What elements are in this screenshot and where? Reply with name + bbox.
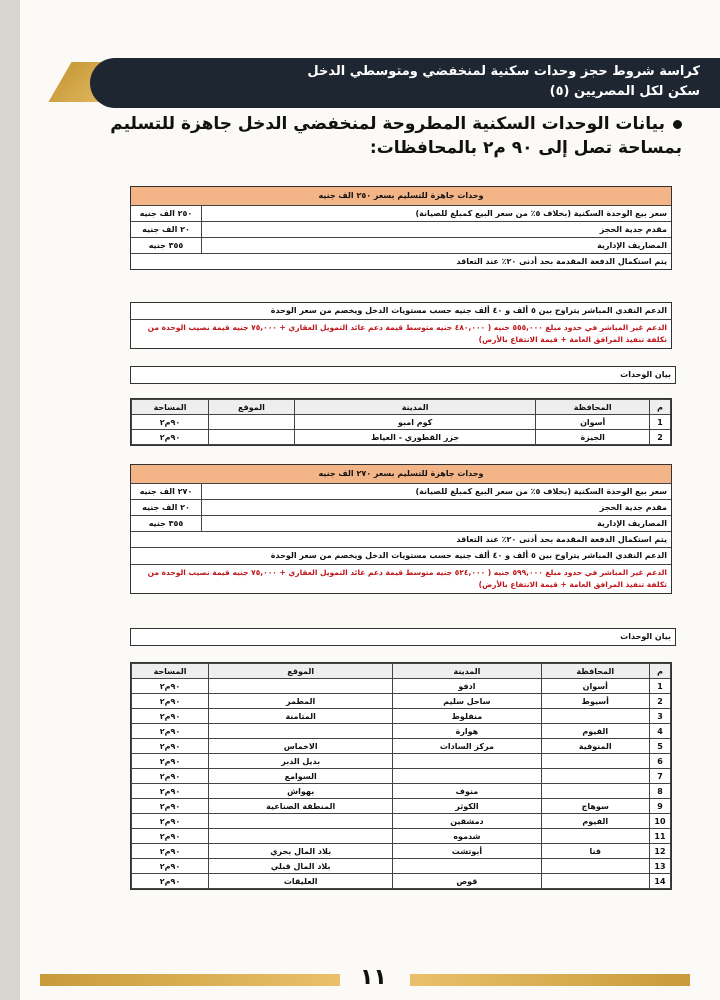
cell [393, 859, 541, 874]
table-row [132, 430, 671, 445]
cell [209, 415, 295, 430]
table-row [132, 739, 671, 754]
cell: ٩٠م٢ [132, 739, 209, 754]
table-header [132, 664, 671, 679]
support-red: الدعم غير المباشر في حدود مبلغ ٥٩٩,٠٠٠ جنيه ( ٥٢٤,٠٠٠ جنيه متوسط قيمة دعم عائد التمويل العقاري + ٧٥,٠٠٠ جنيه قيمة نصيب الوحدة من تكلفة تنفيذ المرافق العامة + قيمة الانتفاع بالأرض) [131, 564, 671, 593]
section1-price-box [130, 186, 672, 270]
cell: 13 [650, 859, 671, 874]
row-label: المصاريف الإدارية [597, 241, 667, 250]
cell: الفيوم [541, 724, 650, 739]
cell: قوص [393, 874, 541, 889]
section2-units-label: بيان الوحدات [130, 628, 676, 646]
cell: المتامنة [209, 709, 393, 724]
table-row [132, 709, 671, 724]
cell: 10 [650, 814, 671, 829]
cell: المطمر [209, 694, 393, 709]
table-row [132, 844, 671, 859]
cell: أسوان [541, 679, 650, 694]
table-row [132, 724, 671, 739]
cell: بهواش [209, 784, 393, 799]
row-label: مقدم جدية الحجز [599, 503, 667, 512]
cell [541, 829, 650, 844]
cell: 5 [650, 739, 671, 754]
cell: 3 [650, 709, 671, 724]
cell: 6 [650, 754, 671, 769]
cell: الاخماس [209, 739, 393, 754]
row-value: ٢٧٠ الف جنيه [131, 484, 202, 499]
document-page [20, 0, 720, 1000]
cell: ادفو [393, 679, 541, 694]
cell: مركز السادات [393, 739, 541, 754]
row-label: سعر بيع الوحدة السكنية (بخلاف ٥٪ من سعر البيع كمبلغ للصيانة) [415, 487, 667, 496]
col-header: المحافظة [536, 400, 650, 415]
cell: ٩٠م٢ [132, 724, 209, 739]
support-head: الدعم النقدي المباشر يتراوح بين ٥ ألف و ٤٠ ألف جنيه حسب مستويات الدخل ويخصم من سعر الوحدة [270, 306, 667, 315]
cell [209, 829, 393, 844]
cell: الفيوم [541, 814, 650, 829]
footer-stripe-left [40, 974, 340, 986]
cell: جزر القطوري - العياط [294, 430, 535, 445]
cell: منفلوط [393, 709, 541, 724]
cell [209, 724, 393, 739]
table-row [132, 784, 671, 799]
table-row [132, 415, 671, 430]
table-row [132, 679, 671, 694]
price-row [131, 237, 671, 253]
col-header: المساحة [132, 400, 209, 415]
row-value: ٢٠ الف جنيه [131, 222, 202, 237]
table-row [132, 859, 671, 874]
cell [541, 784, 650, 799]
cell: أبوتشت [393, 844, 541, 859]
cell: 14 [650, 874, 671, 889]
section1-units-label: بيان الوحدات [130, 366, 676, 384]
cell: 8 [650, 784, 671, 799]
note-text: يتم استكمال الدفعة المقدمة بحد أدنى ٢٠٪ عند التعاقد [456, 257, 667, 266]
intro-text [42, 112, 682, 160]
cell: دمشقين [393, 814, 541, 829]
note-row [131, 531, 671, 547]
cell [393, 754, 541, 769]
row-label: المصاريف الإدارية [597, 519, 667, 528]
section1-title: وحدات جاهزة للتسليم بسعر ٢٥٠ الف جنيه [131, 187, 671, 205]
row-label: مقدم جدية الحجز [599, 225, 667, 234]
price-row [131, 221, 671, 237]
page-number: ١١ [360, 965, 387, 990]
row-value: ٣٥٥ جنيه [131, 238, 202, 253]
section1-units-table [130, 398, 672, 446]
cell: بديل الدبر [209, 754, 393, 769]
col-header: الموقع [209, 400, 295, 415]
cell: بلاد المال بحري [209, 844, 393, 859]
cell: السوامع [209, 769, 393, 784]
cell: 2 [650, 694, 671, 709]
note-text: يتم استكمال الدفعة المقدمة بحد أدنى ٢٠٪ عند التعاقد [456, 535, 667, 544]
cell [541, 874, 650, 889]
intro-label: بيانات الوحدات السكنية المطروحة لمنخفضي الدخل جاهزة للتسليم بمساحة تصل إلى ٩٠ م٢ بالمحافظات: [110, 114, 682, 158]
cell: ٩٠م٢ [132, 769, 209, 784]
cell [209, 430, 295, 445]
cell: ٩٠م٢ [132, 859, 209, 874]
header-line2: سكن لكل المصريين (٥) [549, 84, 700, 99]
cell: ساحل سليم [393, 694, 541, 709]
cell: ٩٠م٢ [132, 415, 209, 430]
cell: ٩٠م٢ [132, 844, 209, 859]
col-header: المدينة [393, 664, 541, 679]
cell: المنوفية [541, 739, 650, 754]
section2-units-table [130, 662, 672, 890]
cell: الكوثر [393, 799, 541, 814]
col-header: المساحة [132, 664, 209, 679]
section1-support-box [130, 302, 672, 349]
table-row [132, 799, 671, 814]
cell [541, 769, 650, 784]
cell: 1 [650, 679, 671, 694]
cell: بلاد المال قبلي [209, 859, 393, 874]
cell: منوف [393, 784, 541, 799]
cell: 4 [650, 724, 671, 739]
table-row [132, 874, 671, 889]
section2-title: وحدات جاهزة للتسليم بسعر ٢٧٠ الف جنيه [131, 465, 671, 483]
col-header: الموقع [209, 664, 393, 679]
price-row [131, 205, 671, 221]
cell: ٩٠م٢ [132, 754, 209, 769]
table-row [132, 754, 671, 769]
table-row [132, 694, 671, 709]
price-row [131, 483, 671, 499]
cell: ٩٠م٢ [132, 784, 209, 799]
cell [541, 859, 650, 874]
cell: أسيوط [541, 694, 650, 709]
col-header: المدينة [294, 400, 535, 415]
row-value: ٢٠ الف جنيه [131, 500, 202, 515]
cell: 11 [650, 829, 671, 844]
col-header: م [650, 400, 671, 415]
col-header: المحافظة [541, 664, 650, 679]
row-value: ٣٥٥ جنيه [131, 516, 202, 531]
col-header: م [650, 664, 671, 679]
cell [209, 814, 393, 829]
header-title [100, 62, 700, 102]
cell: سوهاج [541, 799, 650, 814]
bullet-icon [673, 120, 682, 129]
cell: ٩٠م٢ [132, 694, 209, 709]
support-head: الدعم النقدي المباشر يتراوح بين ٥ ألف و ٤٠ ألف جنيه حسب مستويات الدخل ويخصم من سعر الوحدة [131, 547, 671, 564]
cell [541, 754, 650, 769]
table-row [132, 829, 671, 844]
cell: ٩٠م٢ [132, 799, 209, 814]
table-header [132, 400, 671, 415]
note-row [131, 253, 671, 269]
cell: 1 [650, 415, 671, 430]
cell [393, 769, 541, 784]
cell: شدموه [393, 829, 541, 844]
cell: هوارة [393, 724, 541, 739]
support-red: الدعم غير المباشر في حدود مبلغ ٥٥٥,٠٠٠ جنيه ( ٤٨٠,٠٠٠ جنيه متوسط قيمة دعم عائد التمويل العقاري + ٧٥,٠٠٠ جنيه قيمة نصيب الوحدة من تكلفة تنفيذ المرافق العامة + قيمة الانتفاع بالأرض) [131, 319, 671, 348]
price-row [131, 515, 671, 531]
cell: المنطقة الصناعية [209, 799, 393, 814]
cell: قنا [541, 844, 650, 859]
section2-price-box [130, 464, 672, 594]
cell: ٩٠م٢ [132, 709, 209, 724]
price-row [131, 499, 671, 515]
cell: ٩٠م٢ [132, 829, 209, 844]
table-row [132, 814, 671, 829]
cell: 12 [650, 844, 671, 859]
row-value: ٢٥٠ الف جنيه [131, 206, 202, 221]
cell: 9 [650, 799, 671, 814]
row-label: سعر بيع الوحدة السكنية (بخلاف ٥٪ من سعر البيع كمبلغ للصيانة) [415, 209, 667, 218]
cell: ٩٠م٢ [132, 679, 209, 694]
cell: ٩٠م٢ [132, 874, 209, 889]
cell: ٩٠م٢ [132, 430, 209, 445]
table-row [132, 769, 671, 784]
cell [209, 679, 393, 694]
cell: الجيزة [536, 430, 650, 445]
cell: 7 [650, 769, 671, 784]
cell: العليقات [209, 874, 393, 889]
cell: كوم امبو [294, 415, 535, 430]
header-line1: كراسة شروط حجز وحدات سكنية لمنخفضي ومتوسطي الدخل [307, 64, 700, 79]
cell [541, 709, 650, 724]
footer-stripe-right [410, 974, 690, 986]
cell: أسوان [536, 415, 650, 430]
cell: 2 [650, 430, 671, 445]
cell: ٩٠م٢ [132, 814, 209, 829]
